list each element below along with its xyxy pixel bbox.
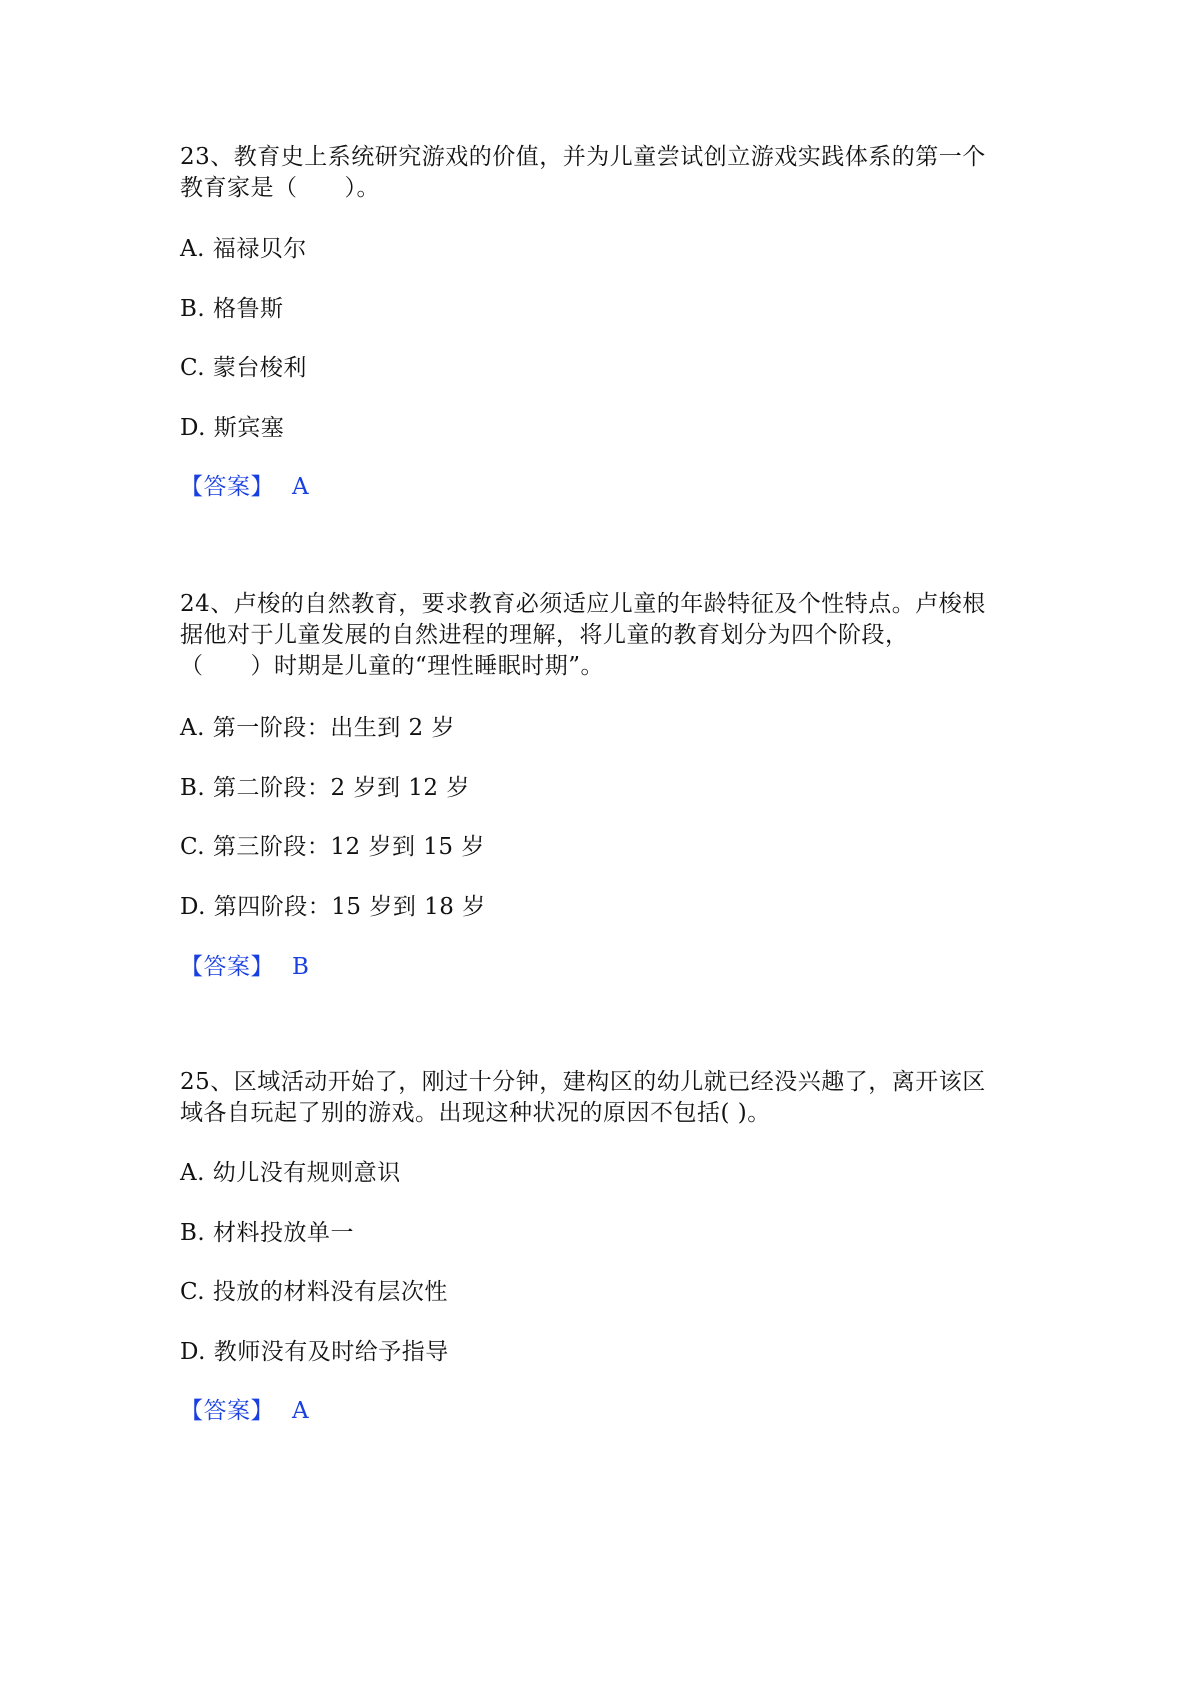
question-stem-line: （ ）时期是儿童的“理性睡眠时期”。 (180, 653, 605, 679)
question-stem (180, 589, 1010, 682)
option-b: B. 第二阶段：2 岁到 12 岁 (180, 775, 470, 801)
option-a: A. 第一阶段：出生到 2 岁 (180, 715, 455, 741)
answer-label: 【答案】 (180, 1398, 274, 1424)
question-stem-line: 教育家是（ ）。 (180, 175, 380, 201)
question-stem-line: 24、卢梭的自然教育，要求教育必须适应儿童的年龄特征及个性特点。卢梭根 (180, 591, 986, 617)
question-stem (180, 1067, 1010, 1129)
option-c: C. 投放的材料没有层次性 (180, 1279, 448, 1305)
answer-label: 【答案】 (180, 954, 274, 980)
answer-line (180, 472, 309, 503)
option-b: B. 格鲁斯 (180, 296, 284, 322)
answer-value: A (292, 1398, 310, 1424)
question-24 (180, 589, 1010, 980)
question-stem-line: 25、区域活动开始了，刚过十分钟，建构区的幼儿就已经没兴趣了，离开该区 (180, 1069, 986, 1095)
question-stem-line: 23、教育史上系统研究游戏的价值，并为儿童尝试创立游戏实践体系的第一个 (180, 144, 986, 170)
option-c: C. 蒙台梭利 (180, 355, 307, 381)
question-stem-line: 域各自玩起了别的游戏。出现这种状况的原因不包括( )。 (180, 1100, 771, 1126)
answer-label: 【答案】 (180, 474, 274, 500)
answer-value: A (292, 474, 310, 500)
option-a: A. 福禄贝尔 (180, 236, 307, 262)
option-c: C. 第三阶段：12 岁到 15 岁 (180, 834, 485, 860)
question-stem-line: 据他对于儿童发展的自然进程的理解，将儿童的教育划分为四个阶段， (180, 622, 909, 648)
answer-value: B (292, 954, 310, 980)
answer-line (180, 952, 309, 983)
option-b: B. 材料投放单一 (180, 1220, 355, 1246)
question-stem (180, 142, 1010, 204)
option-d: D. 斯宾塞 (180, 415, 285, 441)
answer-line (180, 1396, 309, 1427)
question-25 (180, 1067, 1010, 1424)
option-a: A. 幼儿没有规则意识 (180, 1160, 401, 1186)
question-23 (180, 142, 1010, 500)
option-d: D. 第四阶段：15 岁到 18 岁 (180, 894, 486, 920)
option-d: D. 教师没有及时给予指导 (180, 1339, 449, 1365)
